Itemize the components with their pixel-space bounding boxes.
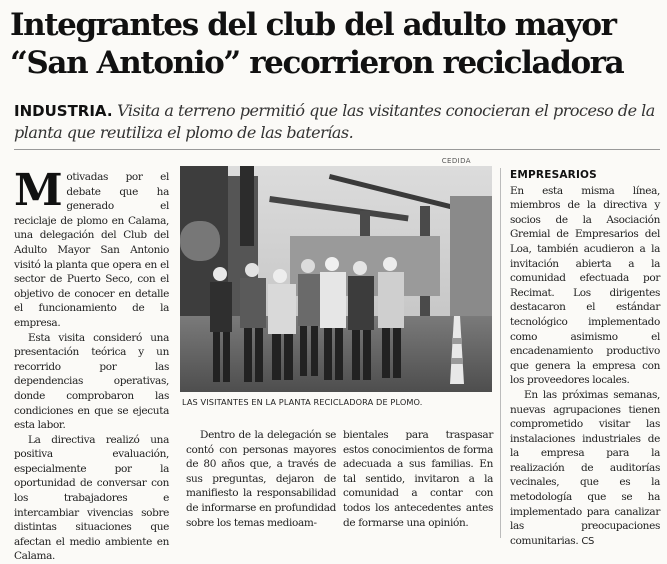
column-1 (14, 165, 169, 564)
photo-credit: CEDIDA (441, 157, 471, 165)
paragraph-2: Esta visita consideró una presentación teórica y un recorrido por las dependencias operativas, donde comprobaron las condiciones en que se ejecuta esta labor. (14, 331, 169, 432)
top-rule (14, 149, 660, 150)
photo-caption: LAS VISITANTES EN LA PLANTA RECICLADORA DE PLOMO. (182, 397, 423, 407)
paragraph-1 (14, 165, 169, 331)
column-4 (510, 168, 660, 549)
headline-line-2: “San Antonio” recorrieron recicladora (10, 45, 624, 81)
drop-cap: M (14, 165, 63, 216)
end-mark: CS (581, 535, 594, 547)
subhead-empresarios: EMPRESARIOS (510, 169, 597, 181)
paragraph-7-text: En las próximas semanas, nuevas agrupaciones tienen comprometido visitar las instalaciones industriales de la empresa para la realización de auditorías vecinales, que es la metodología que se ha implementado para canalizar las preocupaciones comunitarias. (510, 388, 660, 547)
dek (14, 100, 659, 144)
headline-line-1: Integrantes del club del adulto mayor (10, 7, 616, 43)
dek-text: Visita a terreno permitió que las visitantes conocieran el proceso de la planta que reutiliza el plomo de las baterías. (14, 101, 655, 142)
paragraph-4: Dentro de la delegación se contó con personas mayores de 80 años que, a través de sus preguntas, dejaron de manifiesto la responsabilidad de informarse en profundidad sobre los temas medioam- (186, 429, 336, 529)
photo-illustration (180, 166, 492, 392)
paragraph-5: bientales para traspasar estos conocimientos de forma adecuada a sus familias. En tal sentido, invitaron a la comunidad a contar con todos los antecedentes antes de formarse una opinión. (343, 429, 493, 529)
news-photo (180, 166, 492, 392)
paragraph-6: En esta misma línea, miembros de la directiva y socios de la Asociación Gremial de Empresarios del Loa, también acudieron a la invitación abierta a la comunidad efectuada por Recimat. Los dirigentes destacaron el estándar tecnológico implementado como asimismo el encadenamiento productivo que genera la empresa con los proveedores locales. (510, 184, 660, 387)
paragraph-7 (510, 388, 660, 550)
headline (10, 6, 660, 82)
paragraph-3: La directiva realizó una positiva evaluación, especialmente por la oportunidad de conversar con los trabajadores e intercambiar vivencias sobre distintas situaciones que afectan el medio ambiente en Calama. (14, 433, 169, 563)
column-divider (500, 168, 501, 538)
paragraph-1-text: otivadas por el debate que ha generado el reciclaje de plomo en Calama, una delegación del Club del Adulto Mayor San Antonio visitó la planta que opera en el sector de Puerto Seco, con el objetivo de conocer en detalle el funcionamiento de la empresa. (14, 171, 169, 329)
column-2 (186, 428, 336, 530)
column-3 (343, 428, 493, 530)
section-kicker: INDUSTRIA. (14, 102, 113, 120)
